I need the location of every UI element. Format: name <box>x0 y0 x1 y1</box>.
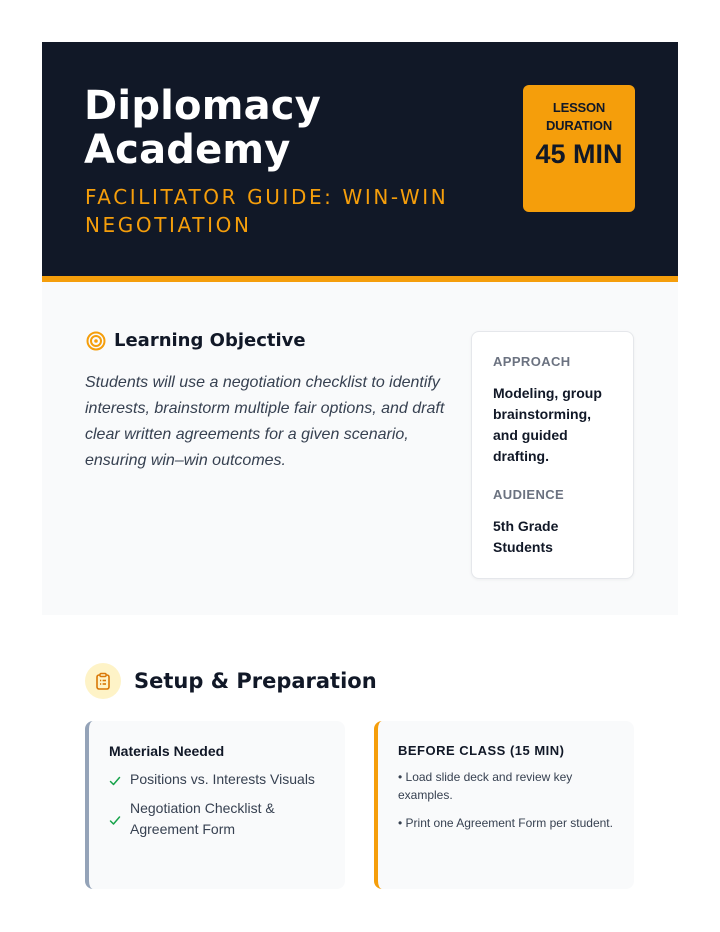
approach-value: Modeling, group brainstorming, and guided drafting. <box>493 385 602 464</box>
lesson-duration-badge <box>523 85 635 212</box>
material-text: Positions vs. Interests Visuals <box>130 771 315 787</box>
objective-heading <box>86 330 306 351</box>
list-item <box>109 798 325 840</box>
setup-title: Setup & Preparation <box>134 669 377 693</box>
check-icon <box>109 801 121 840</box>
audience-label: AUDIENCE <box>493 487 565 502</box>
before-class-list <box>398 768 616 832</box>
list-item: • Load slide deck and review key examples. <box>398 770 573 802</box>
learning-objective-section <box>42 282 678 615</box>
material-text: Negotiation Checklist & Agreement Form <box>130 800 275 837</box>
objective-title: Learning Objective <box>114 330 306 351</box>
approach-label: APPROACH <box>493 354 571 369</box>
materials-card <box>85 721 345 889</box>
duration-label: LESSON DURATION <box>545 100 613 133</box>
guide-subtitle: FACILITATOR GUIDE: WIN-WIN NEGOTIATION <box>85 185 449 237</box>
target-icon <box>86 331 106 351</box>
objective-text: Students will use a negotiation checklist to identify interests, brainstorm multiple fair options, and draft clear written agreements for a given scenario, ensuring win–win outcomes. <box>85 374 445 469</box>
list-item <box>109 769 325 790</box>
materials-heading: Materials Needed <box>109 743 225 759</box>
check-icon <box>109 772 121 790</box>
guide-header <box>42 42 678 282</box>
list-item: • Print one Agreement Form per student. <box>398 816 613 830</box>
lesson-details-card <box>471 331 634 579</box>
audience-value: 5th Grade Students <box>493 518 559 555</box>
clipboard-icon-circle <box>85 663 121 699</box>
before-class-heading: BEFORE CLASS (15 MIN) <box>398 743 565 758</box>
setup-preparation-section <box>42 615 678 932</box>
before-class-card <box>374 721 634 889</box>
facilitator-guide-page <box>42 42 678 932</box>
materials-list <box>109 769 325 840</box>
setup-heading <box>85 663 377 699</box>
brand-title: Diplomacy Academy <box>84 83 321 173</box>
duration-value: 45 MIN <box>535 139 623 169</box>
clipboard-icon <box>94 672 112 690</box>
